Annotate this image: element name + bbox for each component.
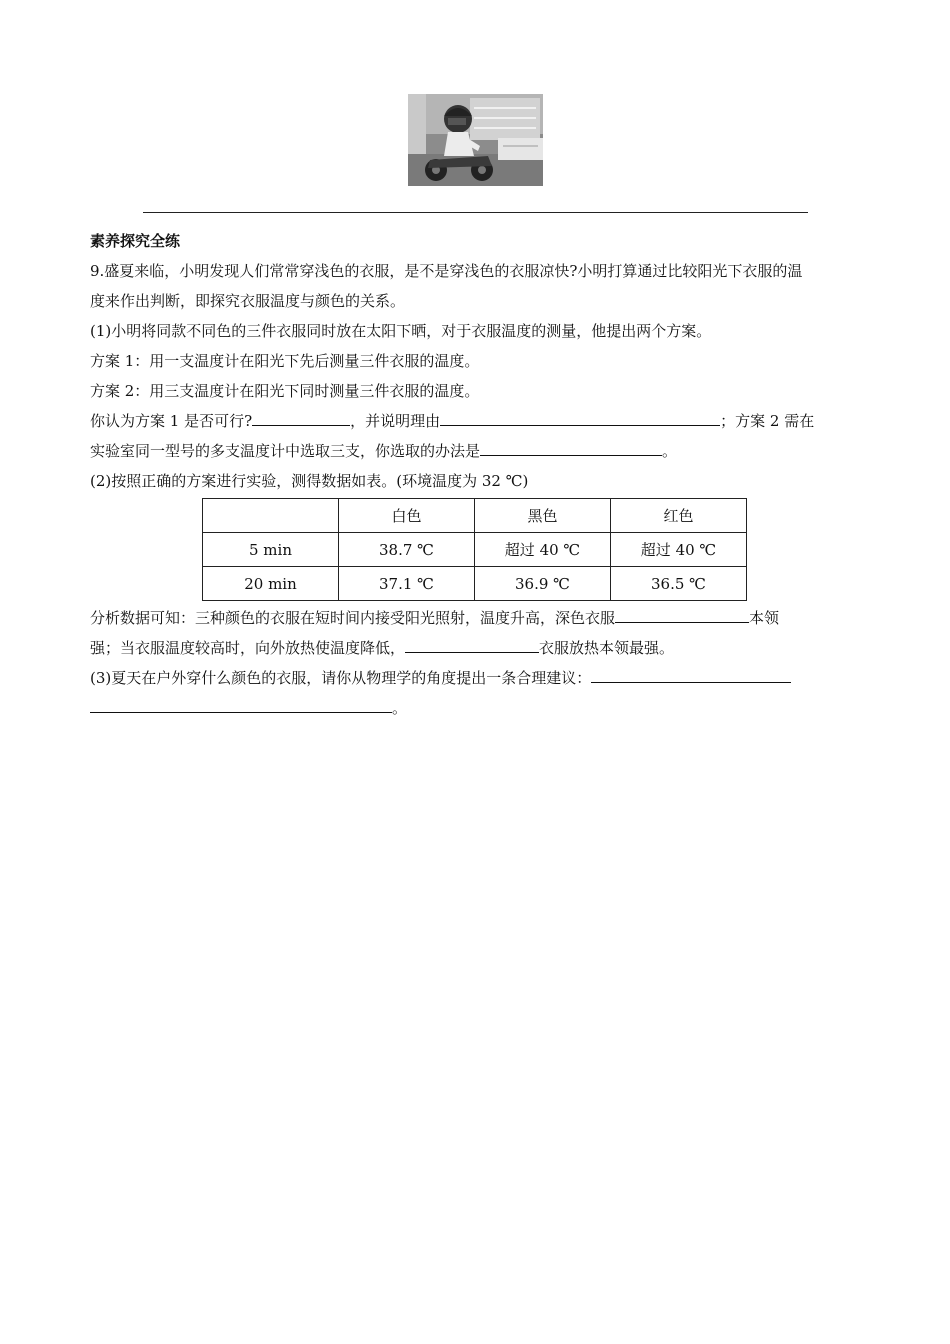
answer-blank-absorb[interactable] [615,604,749,623]
table-cell: 5 min [203,533,339,567]
motorcyclist-illustration [408,94,543,186]
temperature-table [202,498,747,601]
question-line-a [90,406,850,436]
answer-blank-release[interactable] [405,634,539,653]
analysis-b: 本领 [749,609,780,627]
plan-2: 方案 2：用三支温度计在阳光下同时测量三件衣服的温度。 [90,382,480,400]
question-content [90,226,850,723]
table-cell: 38.7 ℃ [339,533,475,567]
ask-d: 实验室同一型号的多支温度计中选取三支，你选取的办法是 [90,442,481,460]
ask-e: 。 [662,442,678,460]
q9-stem-line1: 9.盛夏来临，小明发现人们常常穿浅色的衣服，是不是穿浅色的衣服凉快?小明打算通过比较阳光下衣服的温 [90,262,803,280]
ask-b: ，并说明理由 [350,412,441,430]
table-cell: 20 min [203,567,339,601]
ask-c: ；方案 2 需在 [720,412,815,430]
table-cell: 超过 40 ℃ [611,533,747,567]
part3-continuation [90,693,850,723]
analysis-c: 强；当衣服温度较高时，向外放热使温度降低， [90,639,406,657]
analysis-line-a [90,603,850,633]
table-header-cell [203,499,339,533]
q9-part2: (2)按照正确的方案进行实验，测得数据如表。(环境温度为 32 ℃) [90,472,529,490]
q9-part1: (1)小明将同款不同色的三件衣服同时放在太阳下晒，对于衣服温度的测量，他提出两个方案。 [90,322,712,340]
answer-blank-feasible[interactable] [252,407,350,426]
table-header-cell: 白色 [339,499,475,533]
section-title: 素养探究全练 [90,232,181,250]
ask-a: 你认为方案 1 是否可行? [90,412,253,430]
table-row [203,567,747,601]
table-row [203,533,747,567]
question-line-b [90,436,850,466]
end-mark: 。 [392,699,408,717]
answer-blank-method[interactable] [480,437,662,456]
answer-blank-reason[interactable] [440,407,720,426]
separator-line [143,212,808,213]
analysis-line-b [90,633,850,663]
analysis-a: 分析数据可知：三种颜色的衣服在短时间内接受阳光照射，温度升高，深色衣服 [90,609,616,627]
table-cell: 超过 40 ℃ [475,533,611,567]
q9-part3 [90,663,850,693]
table-cell: 37.1 ℃ [339,567,475,601]
plan-1: 方案 1：用一支温度计在阳光下先后测量三件衣服的温度。 [90,352,480,370]
table-cell: 36.9 ℃ [475,567,611,601]
q9-stem-line2: 度来作出判断，即探究衣服温度与颜色的关系。 [90,292,406,310]
analysis-d: 衣服放热本领最强。 [539,639,675,657]
table-header-row [203,499,747,533]
part3-text: (3)夏天在户外穿什么颜色的衣服，请你从物理学的角度提出一条合理建议： [90,669,592,687]
table-header-cell: 黑色 [475,499,611,533]
table-header-cell: 红色 [611,499,747,533]
table-cell: 36.5 ℃ [611,567,747,601]
answer-blank-suggestion-1[interactable] [591,664,791,683]
answer-blank-suggestion-2[interactable] [90,694,392,713]
